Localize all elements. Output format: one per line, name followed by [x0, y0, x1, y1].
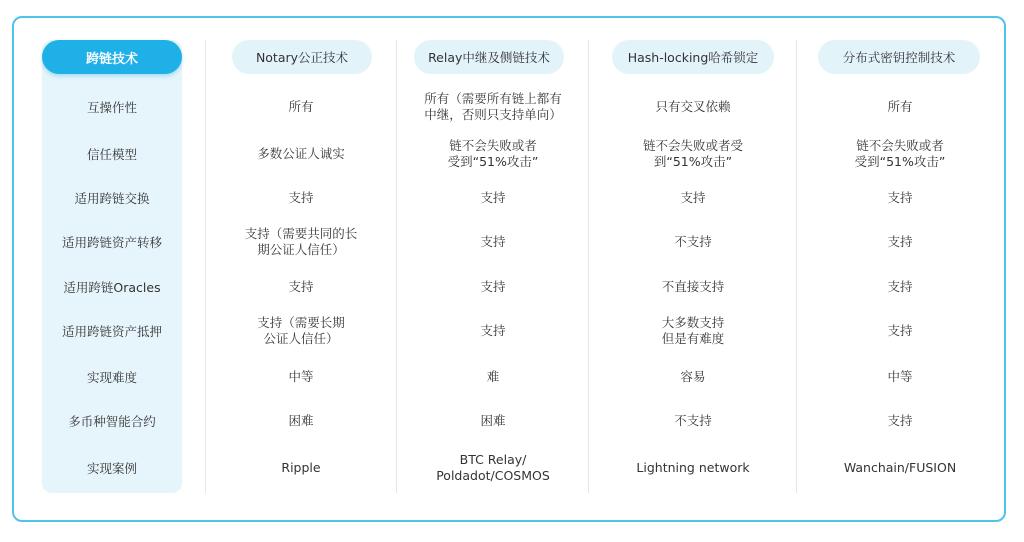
corner-header: 跨链技术: [42, 40, 182, 74]
table-cell-notary: 所有: [288, 99, 314, 114]
column-divider: [588, 40, 589, 493]
table-cell-distributed-key: Wanchain/FUSION: [843, 460, 957, 475]
table-cell-relay: 链不会失败或者 受到“51%攻击”: [447, 138, 539, 169]
column-divider: [796, 40, 797, 493]
table-cell-distributed-key: 支持: [887, 234, 913, 249]
table-cell-relay: 所有（需要所有链上都有 中继，否则只支持单向）: [424, 91, 562, 122]
table-cell-hash-locking: 不直接支持: [661, 279, 725, 294]
table-cell-relay: 困难: [480, 413, 506, 428]
row-label: 适用跨链交换: [74, 191, 150, 206]
table-cell-relay: 支持: [480, 234, 506, 249]
table-cell-distributed-key: 所有: [887, 99, 913, 114]
table-cell-relay: BTC Relay/ Poldadot/COSMOS: [436, 452, 550, 483]
table-cell-notary: 支持: [288, 190, 314, 205]
table-cell-notary: 支持: [288, 279, 314, 294]
table-cell-distributed-key: 链不会失败或者 受到“51%攻击”: [854, 138, 946, 169]
column-divider: [205, 40, 206, 493]
table-cell-distributed-key: 中等: [887, 369, 913, 384]
table-cell-hash-locking: 大多数支持 但是有难度: [661, 315, 725, 346]
table-cell-notary: Ripple: [281, 460, 321, 475]
table-cell-distributed-key: 支持: [887, 190, 913, 205]
column-header-relay: Relay中继及侧链技术: [414, 40, 564, 74]
column-divider: [396, 40, 397, 493]
table-cell-notary: 支持（需要长期 公证人信任）: [257, 315, 345, 346]
table-cell-hash-locking: 不支持: [674, 413, 712, 428]
row-label: 互操作性: [86, 100, 137, 115]
table-cell-relay: 难: [486, 369, 500, 384]
table-cell-notary: 多数公证人诚实: [257, 146, 345, 161]
table-cell-distributed-key: 支持: [887, 279, 913, 294]
table-cell-relay: 支持: [480, 279, 506, 294]
column-header-hash-locking: Hash-locking哈希锁定: [612, 40, 774, 74]
table-cell-hash-locking: 支持: [680, 190, 706, 205]
row-label: 适用跨链资产抵押: [61, 324, 162, 339]
table-cell-relay: 支持: [480, 323, 506, 338]
row-label: 实现难度: [86, 370, 137, 385]
table-cell-relay: 支持: [480, 190, 506, 205]
row-label: 信任模型: [86, 147, 137, 162]
row-label: 多币种智能合约: [68, 414, 156, 429]
row-label: 适用跨链Oracles: [63, 280, 161, 295]
table-cell-distributed-key: 支持: [887, 413, 913, 428]
column-header-notary: Notary公正技术: [232, 40, 372, 74]
row-label: 实现案例: [86, 461, 137, 476]
table-cell-notary: 中等: [288, 369, 314, 384]
table-cell-hash-locking: 只有交叉依赖: [655, 99, 731, 114]
table-cell-hash-locking: Lightning network: [636, 460, 750, 475]
table-cell-hash-locking: 不支持: [674, 234, 712, 249]
table-cell-notary: 支持（需要共同的长 期公证人信任）: [244, 226, 358, 257]
row-label: 适用跨链资产转移: [61, 235, 162, 250]
column-header-distributed-key: 分布式密钥控制技术: [818, 40, 980, 74]
table-cell-distributed-key: 支持: [887, 323, 913, 338]
table-cell-hash-locking: 容易: [680, 369, 706, 384]
table-cell-notary: 困难: [288, 413, 314, 428]
table-cell-hash-locking: 链不会失败或者受 到“51%攻击”: [642, 138, 743, 169]
